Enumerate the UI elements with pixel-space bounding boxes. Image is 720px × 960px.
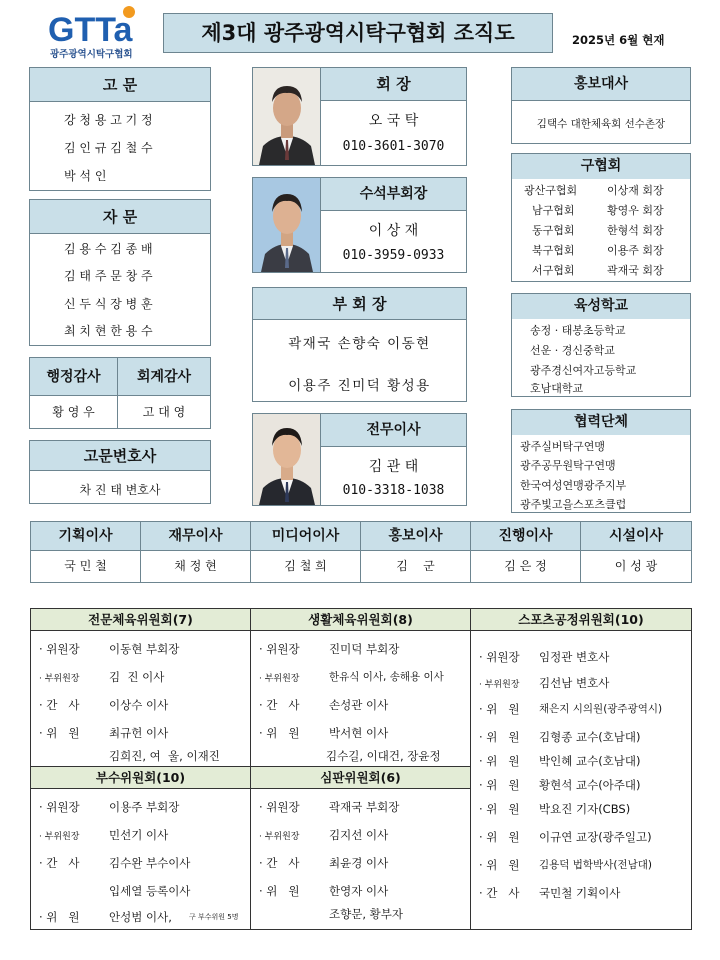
director-name: 이 성 광 (614, 559, 658, 573)
committee-role: · 위 원 (479, 730, 520, 744)
committee-member: 박요진 기자(CBS) (539, 802, 631, 816)
committee-member: 황현석 교수(아주대) (539, 778, 641, 792)
district-org: 동구협회 (532, 224, 575, 237)
committee-note: 구 부수위원 5명 (189, 913, 239, 921)
committee-role: · 위원장 (39, 642, 80, 656)
para-committee-title: 부수위원회(10) (31, 767, 250, 789)
district-title: 구협회 (512, 154, 690, 179)
vice-presidents-line: 이용주 진미덕 황성용 (288, 378, 431, 394)
committee-role: · 간 사 (39, 856, 80, 870)
committee-role: · 위 원 (39, 726, 80, 740)
district-person: 이상재 회장 (607, 184, 664, 197)
elite-committee-title: 전문체육위원회(7) (31, 609, 250, 631)
committee-role: · 간 사 (259, 856, 300, 870)
partners-line: 광주공무원탁구연맹 (520, 459, 616, 472)
consultants-line: 김 용 수 김 종 배 (64, 242, 153, 256)
committee-member: 채은지 시의원(광주광역시) (539, 703, 663, 715)
district-org: 광산구협회 (524, 184, 578, 197)
committee-role: · 부위원장 (39, 832, 80, 842)
committee-member: 한유식 이사, 송해용 이사 (329, 671, 444, 683)
committee-extra: 조향문, 황부자 (329, 907, 403, 921)
admin-auditor-title: 행정감사 (30, 358, 118, 396)
committee-role: · 간 사 (259, 698, 300, 712)
director-title: 진행이사 (471, 522, 581, 551)
committee-member: 임정관 변호사 (539, 650, 610, 664)
executive-box (252, 413, 467, 506)
director-name: 김 군 (361, 551, 471, 582)
person-icon (253, 68, 321, 165)
auditors-box (29, 357, 211, 429)
director-name: 국 민 철 (31, 551, 141, 582)
committee-member: 이상수 이사 (109, 698, 169, 712)
district-person: 곽재국 회장 (607, 264, 664, 277)
executive-title: 전무이사 (321, 414, 466, 447)
director-title: 시설이사 (581, 522, 691, 551)
committee-role: · 위 원 (39, 910, 80, 924)
divider (470, 609, 471, 929)
president-phone: 010-3601-3070 (342, 139, 445, 154)
schools-title: 육성학교 (512, 294, 690, 319)
committee-member: 한영자 이사 (329, 884, 389, 898)
committee-role: · 위 원 (479, 802, 520, 816)
committee-role: · 위원장 (259, 642, 300, 656)
committee-role: · 위원장 (479, 650, 520, 664)
accounting-auditor-name: 고 대 영 (142, 405, 186, 419)
partners-title: 협력단체 (512, 410, 690, 435)
district-box (511, 153, 691, 282)
life-committee-title: 생활체육위원회(8) (251, 609, 470, 631)
advisors-title: 고 문 (30, 68, 210, 102)
schools-line: 광주경신여자고등학교 (530, 364, 637, 377)
committee-member: 곽재국 부회장 (329, 800, 400, 814)
committee-member: 박서현 이사 (329, 726, 389, 740)
president-name: 오 국 탁 (368, 113, 419, 129)
directors-row (30, 521, 692, 583)
director-name: 채 정 현 (141, 551, 251, 582)
committee-member: 최윤경 이사 (329, 856, 389, 870)
committee-role: · 부위원장 (259, 674, 300, 684)
district-person: 이용주 회장 (607, 244, 664, 257)
partners-box (511, 409, 691, 513)
executive-name: 김 관 태 (368, 459, 419, 475)
committee-member: 이용주 부회장 (109, 800, 180, 814)
person-icon (253, 178, 321, 272)
ambassador-text: 김택수 대한체육회 선수촌장 (536, 118, 666, 130)
ambassador-box (511, 67, 691, 144)
committee-member: 김 진 이사 (109, 670, 165, 684)
executive-phone: 010-3318-1038 (342, 483, 445, 498)
director-title: 기획이사 (31, 522, 141, 551)
committee-member: 손성관 이사 (329, 698, 389, 712)
committee-role: · 위 원 (479, 754, 520, 768)
consultants-box (29, 199, 211, 346)
senior-vp-phone: 010-3959-0933 (342, 248, 445, 263)
consultants-line: 신 두 식 장 병 훈 (64, 297, 153, 311)
committee-member: 이규연 교장(광주일고) (539, 830, 652, 844)
director-title: 홍보이사 (361, 522, 471, 551)
legal-advisor-title: 고문변호사 (30, 441, 210, 471)
logo-subtitle: 광주광역시탁구협회 (50, 49, 133, 60)
accounting-auditor-title: 회계감사 (118, 358, 210, 396)
senior-vp-box (252, 177, 467, 273)
consultants-title: 자 문 (30, 200, 210, 234)
committee-member: 김선남 변호사 (539, 676, 610, 690)
committee-extra: 김희진, 여 울, 이재진 (109, 749, 220, 763)
schools-line: 송정 · 태봉초등학교 (530, 324, 626, 337)
date-label: 2025년 6월 현재 (572, 33, 665, 47)
committee-member: 김형종 교수(호남대) (539, 730, 641, 744)
admin-auditor-name: 황 영 우 (30, 396, 118, 428)
senior-vp-title: 수석부회장 (321, 178, 466, 211)
committee-role: · 부위원장 (479, 680, 520, 690)
committee-member: 이동현 부회장 (109, 642, 180, 656)
committee-role: · 위 원 (479, 830, 520, 844)
committee-role: · 부위원장 (39, 674, 80, 684)
committee-role: · 위원장 (39, 800, 80, 814)
referee-committee-title: 심판위원회(6) (251, 767, 470, 789)
legal-advisor-box (29, 440, 211, 504)
committee-role: · 위 원 (259, 884, 300, 898)
senior-vp-name: 이 상 재 (368, 223, 419, 239)
committee-member: 안성범 이사, (109, 910, 172, 924)
senior-vp-photo (253, 178, 321, 272)
committee-role: · 위 원 (479, 778, 520, 792)
logo (44, 4, 154, 60)
advisors-line: 강 청 용 고 기 정 (64, 113, 153, 127)
fairness-committee-title: 스포츠공정위원회(10) (471, 609, 691, 631)
committee-role: · 위 원 (479, 702, 520, 716)
director-title: 재무이사 (141, 522, 251, 551)
district-org: 남구협회 (532, 204, 575, 217)
committee-role: · 간 사 (39, 698, 80, 712)
director-name: 김 철 희 (251, 551, 361, 582)
committee-role: · 위 원 (259, 726, 300, 740)
legal-advisor-name: 차 진 태 변호사 (79, 483, 161, 497)
schools-line: 선운 · 경신중학교 (530, 344, 615, 357)
executive-photo (253, 414, 321, 505)
committee-extra: 입세열 등록이사 (109, 884, 191, 898)
committee-member: 김지선 이사 (329, 828, 389, 842)
advisors-line: 김 인 규 김 철 수 (64, 141, 153, 155)
vice-presidents-line: 곽재국 손향숙 이동현 (288, 336, 431, 352)
district-person: 한형석 회장 (607, 224, 664, 237)
committee-role: · 부위원장 (259, 832, 300, 842)
director-name: 김 은 정 (471, 551, 581, 582)
logo-text: GTTa (48, 11, 133, 44)
president-box (252, 67, 467, 166)
committee-member: 최규헌 이사 (109, 726, 169, 740)
partners-line: 광주실버탁구연맹 (520, 440, 606, 453)
vice-presidents-title: 부 회 장 (253, 288, 466, 320)
logo-mark-icon (44, 4, 154, 44)
ambassador-title: 홍보대사 (512, 68, 690, 101)
advisors-line: 박 석 인 (64, 169, 107, 183)
partners-line: 한국여성연맹광주지부 (520, 479, 627, 492)
director-title: 미디어이사 (251, 522, 361, 551)
committee-member: 김용덕 법학박사(전남대) (539, 859, 652, 871)
district-org: 북구협회 (532, 244, 575, 257)
committee-role: · 간 사 (479, 886, 520, 900)
committees-area (30, 608, 692, 930)
person-icon (253, 414, 321, 505)
committee-member: 민선기 이사 (109, 828, 169, 842)
president-photo (253, 68, 321, 165)
committee-role: · 위 원 (479, 858, 520, 872)
partners-line: 광주빛고을스포츠클럽 (520, 498, 627, 511)
district-org: 서구협회 (532, 264, 575, 277)
district-person: 황영우 회장 (607, 204, 664, 217)
schools-box (511, 293, 691, 397)
consultants-line: 최 치 현 한 용 수 (64, 324, 153, 338)
committee-extra: 김수길, 이대건, 장윤정 (326, 749, 441, 763)
vice-presidents-box (252, 287, 467, 402)
committee-member: 국민철 기획이사 (539, 886, 621, 900)
committee-member: 박인혜 교수(호남대) (539, 754, 641, 768)
schools-line: 호남대학교 (530, 382, 584, 395)
committee-member: 진미덕 부회장 (329, 642, 400, 656)
committee-role: · 위원장 (259, 800, 300, 814)
committee-member: 김수완 부수이사 (109, 856, 191, 870)
consultants-line: 김 태 주 문 창 주 (64, 269, 153, 283)
page-title: 제3대 광주광역시탁구협회 조직도 (163, 13, 553, 53)
advisors-box (29, 67, 211, 191)
president-title: 회 장 (321, 68, 466, 101)
